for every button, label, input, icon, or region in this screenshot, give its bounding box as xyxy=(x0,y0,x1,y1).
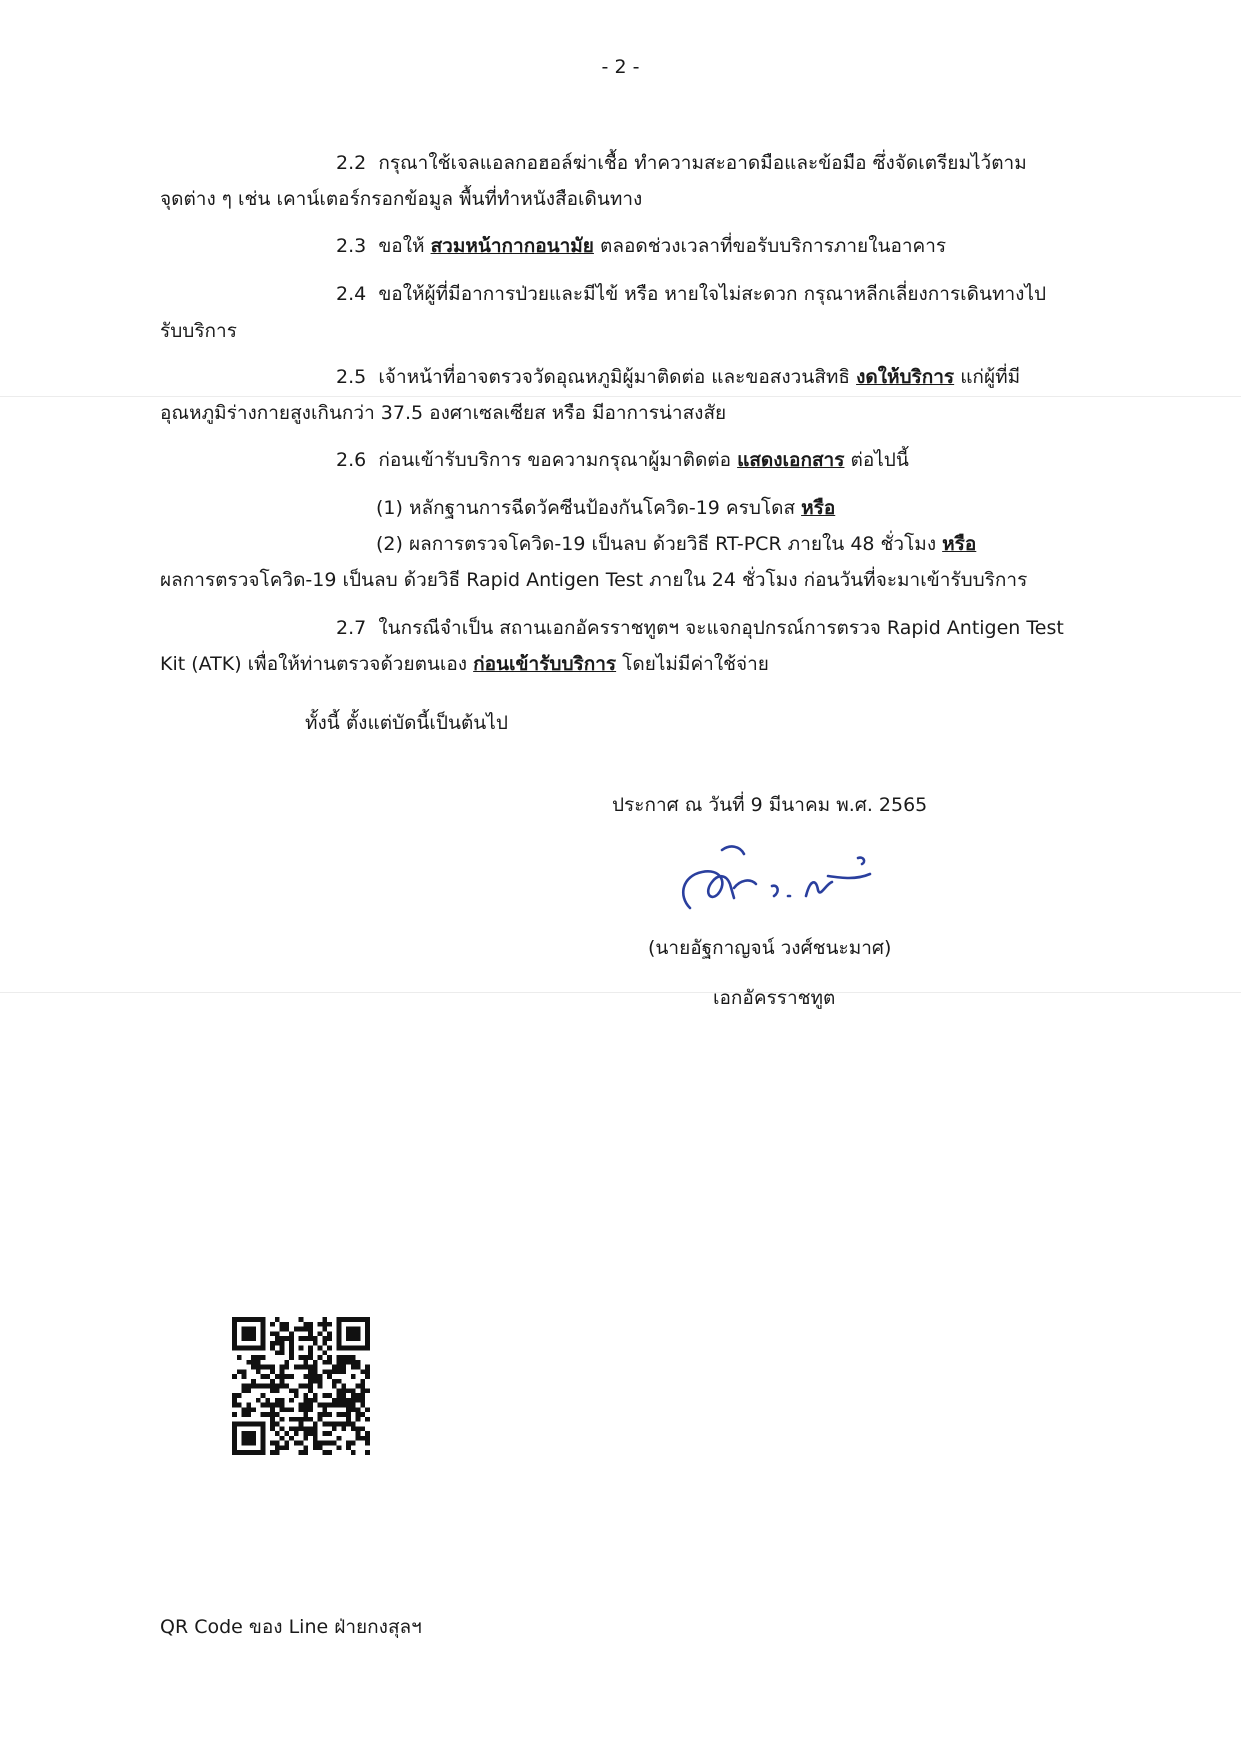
item-text: ในกรณีจำเป็น สถานเอกอัครราชทูตฯ จะแจกอุปกรณ์การตรวจ Rapid Antigen Test xyxy=(378,617,1064,639)
qr-caption: QR Code ของ Line ฝ่ายกงสุลฯ xyxy=(160,1616,422,1638)
item-text: ก่อนเข้ารับบริการ ขอความกรุณาผู้มาติดต่อ xyxy=(378,449,732,471)
item-number: 2.7 xyxy=(336,617,367,639)
item-text: ขอให้ผู้ที่มีอาการป่วยและมีไข้ หรือ หายใจไม่สะดวก กรุณาหลีกเลี่ยงการเดินทางไป xyxy=(378,283,1047,305)
item-2-6-sub2 xyxy=(376,531,976,557)
emphasis-text: หรือ xyxy=(801,497,836,519)
item-text: แก่ผู้ที่มี xyxy=(960,366,1021,388)
item-2-6-sub2-line2: ผลการตรวจโควิด-19 เป็นลบ ด้วยวิธี Rapid Antigen Test ภายใน 24 ชั่วโมง ก่อนวันที่จะมาเข้ารับบริการ xyxy=(160,569,1028,591)
item-2-5-line2: อุณหภูมิร่างกายสูงเกินกว่า 37.5 องศาเซลเซียส หรือ มีอาการน่าสงสัย xyxy=(160,402,727,424)
item-number: 2.4 xyxy=(336,283,367,305)
item-text: โดยไม่มีค่าใช้จ่าย xyxy=(622,653,769,675)
emphasis-text: งดให้บริการ xyxy=(856,366,955,388)
item-number: 2.5 xyxy=(336,366,367,388)
emphasis-text: แสดงเอกสาร xyxy=(737,449,845,471)
qr-code-icon xyxy=(232,1317,370,1455)
item-text: (2) ผลการตรวจโควิด-19 เป็นลบ ด้วยวิธี RT-PCR ภายใน 48 ชั่วโมง xyxy=(376,533,937,555)
item-number: 2.6 xyxy=(336,449,367,471)
item-text: กรุณาใช้เจลแอลกอฮอล์ฆ่าเชื้อ ทำความสะอาดมือและข้อมือ ซึ่งจัดเตรียมไว้ตาม xyxy=(378,152,1027,174)
effective-statement: ทั้งนี้ ตั้งแต่บัดนี้เป็นต้นไป xyxy=(305,712,508,734)
item-2-7-line2 xyxy=(160,651,769,677)
item-text: Kit (ATK) เพื่อให้ท่านตรวจด้วยตนเอง xyxy=(160,653,468,675)
item-2-7-line1 xyxy=(336,615,1064,641)
item-2-2-line1 xyxy=(336,150,1027,176)
signer-title: เอกอัครราชทูต xyxy=(713,987,836,1009)
item-2-4-line1 xyxy=(336,281,1046,307)
item-number: 2.3 xyxy=(336,235,367,257)
item-text: ขอให้ xyxy=(378,235,425,257)
item-text: (1) หลักฐานการฉีดวัคซีนป้องกันโควิด-19 ครบโดส xyxy=(376,497,796,519)
emphasis-text: สวมหน้ากากอนามัย xyxy=(430,235,594,257)
item-2-6-sub1 xyxy=(376,495,835,521)
item-2-4-line2: รับบริการ xyxy=(160,320,237,342)
signer-name: (นายอัฐกาญจน์ วงศ์ชนะมาศ) xyxy=(648,937,892,959)
scan-artifact-line xyxy=(0,992,1241,993)
emphasis-text: ก่อนเข้ารับบริการ xyxy=(473,653,617,675)
item-number: 2.2 xyxy=(336,152,367,174)
emphasis-text: หรือ xyxy=(942,533,977,555)
item-2-6 xyxy=(336,447,909,473)
item-text: ต่อไปนี้ xyxy=(850,449,909,471)
signature-image xyxy=(660,838,920,918)
item-text: ตลอดช่วงเวลาที่ขอรับบริการภายในอาคาร xyxy=(599,235,947,257)
page-number: - 2 - xyxy=(601,56,640,78)
item-2-3 xyxy=(336,233,946,259)
item-text: เจ้าหน้าที่อาจตรวจวัดอุณหภูมิผู้มาติดต่อ และขอสงวนสิทธิ xyxy=(378,366,851,388)
item-2-5-line1 xyxy=(336,364,1020,390)
item-2-2-line2: จุดต่าง ๆ เช่น เคาน์เตอร์กรอกข้อมูล พื้นที่ทำหนังสือเดินทาง xyxy=(160,188,643,210)
scan-artifact-line xyxy=(0,396,1241,397)
announcement-date: ประกาศ ณ วันที่ 9 มีนาคม พ.ศ. 2565 xyxy=(612,794,928,816)
